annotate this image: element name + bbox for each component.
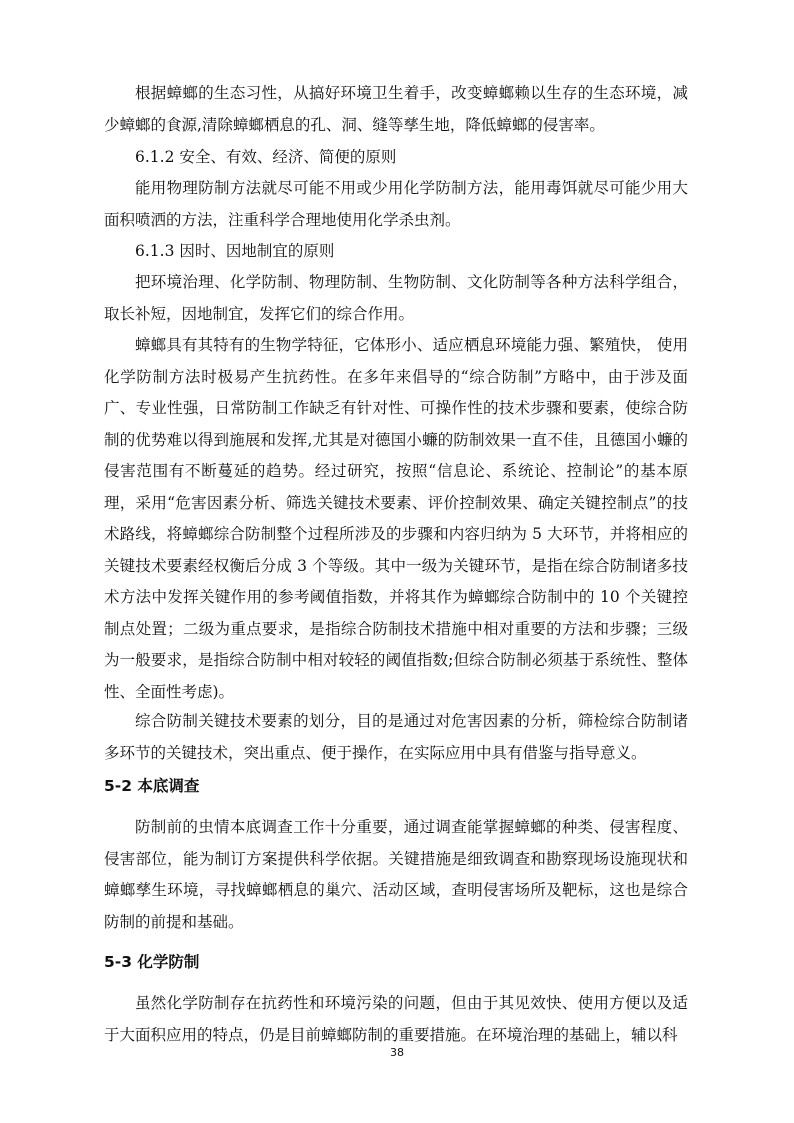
- subheading-6-1-2: 6.1.2 安全、有效、经济、简便的原则: [135, 148, 397, 166]
- section-heading-5-3: 5-3 化学防制: [104, 953, 200, 971]
- subheading-6-1-3: 6.1.3 因时、因地制宜的原则: [135, 242, 335, 260]
- page-number: 38: [390, 1046, 404, 1059]
- paragraph-chemical-control: 虽然化学防制存在抗药性和环境污染的问题，但由于其见效快、使用方便以及适于大面积应用的特点，仍是目前蟑螂防制的重要措施。在环境治理的基础上，辅以科: [104, 994, 688, 1044]
- paragraph-ecological-habits: 根据蟑螂的生态习性，从搞好环境卫生着手，改变蟑螂赖以生存的生态环境，减少蟑螂的食源,清除蟑螂栖息的孔、洞、缝等孳生地，降低蟑螂的侵害率。: [104, 84, 688, 134]
- paragraph-physical-methods: 能用物理防制方法就尽可能不用或少用化学防制方法，能用毒饵就尽可能少用大面积喷洒的方法，注重科学合理地使用化学杀虫剂。: [104, 179, 688, 229]
- paragraph-integrated-control: 蟑螂具有其特有的生物学特征，它体形小、适应栖息环境能力强、繁殖快， 使用化学防制方法时极易产生抗药性。在多年来倡导的“综合防制”方略中，由于涉及面广、专业性强，日常防制工作缺乏有针对性、可操作性的技术步骤和要素，使综合防制的优势难以得到施展和发挥,尤其是对德国小蠊的防制效果一直不佳，且德国小蠊的侵害范围有不断蔓延的趋势。经过研究，按照“信息论、系统论、控制论”的基本原理，采用“危害因素分析、筛选关键技术要素、评价控制效果、确定关键控制点”的技术路线，将蟑螂综合防制整个过程所涉及的步骤和内容归纳为 5 大环节，并将相应的关键技术要素经权衡后分成 3 个等级。其中一级为关键环节，是指在综合防制诸多技术方法中发挥关键作用的参考阈值指数，并将其作为蟑螂综合防制中的 10 个关键控制点处置；二级为重点要求，是指综合防制技术措施中相对重要的方法和步骤；三级为一般要求，是指综合防制中相对较轻的阈值指数;但综合防制必须基于系统性、整体性、全面性考虑)。: [104, 336, 688, 701]
- section-heading-5-2: 5-2 本底调查: [104, 777, 200, 795]
- paragraph-baseline-survey: 防制前的虫情本底调查工作十分重要，通过调查能掌握蟑螂的种类、侵害程度、侵害部位，能为制订方案提供科学依据。关键措施是细致调查和勘察现场设施现状和蟑螂孳生环境，寻找蟑螂栖息的巢穴、活动区域，查明侵害场所及靶标，这也是综合防制的前提和基础。: [104, 818, 688, 931]
- paragraph-combined-methods: 把环境治理、化学防制、物理防制、生物防制、文化防制等各种方法科学组合，取长补短，因地制宜，发挥它们的综合作用。: [104, 273, 688, 323]
- paragraph-key-elements: 综合防制关键技术要素的划分，目的是通过对危害因素的分析，筛检综合防制诸多环节的关键技术，突出重点、便于操作，在实际应用中具有借鉴与指导意义。: [104, 712, 688, 762]
